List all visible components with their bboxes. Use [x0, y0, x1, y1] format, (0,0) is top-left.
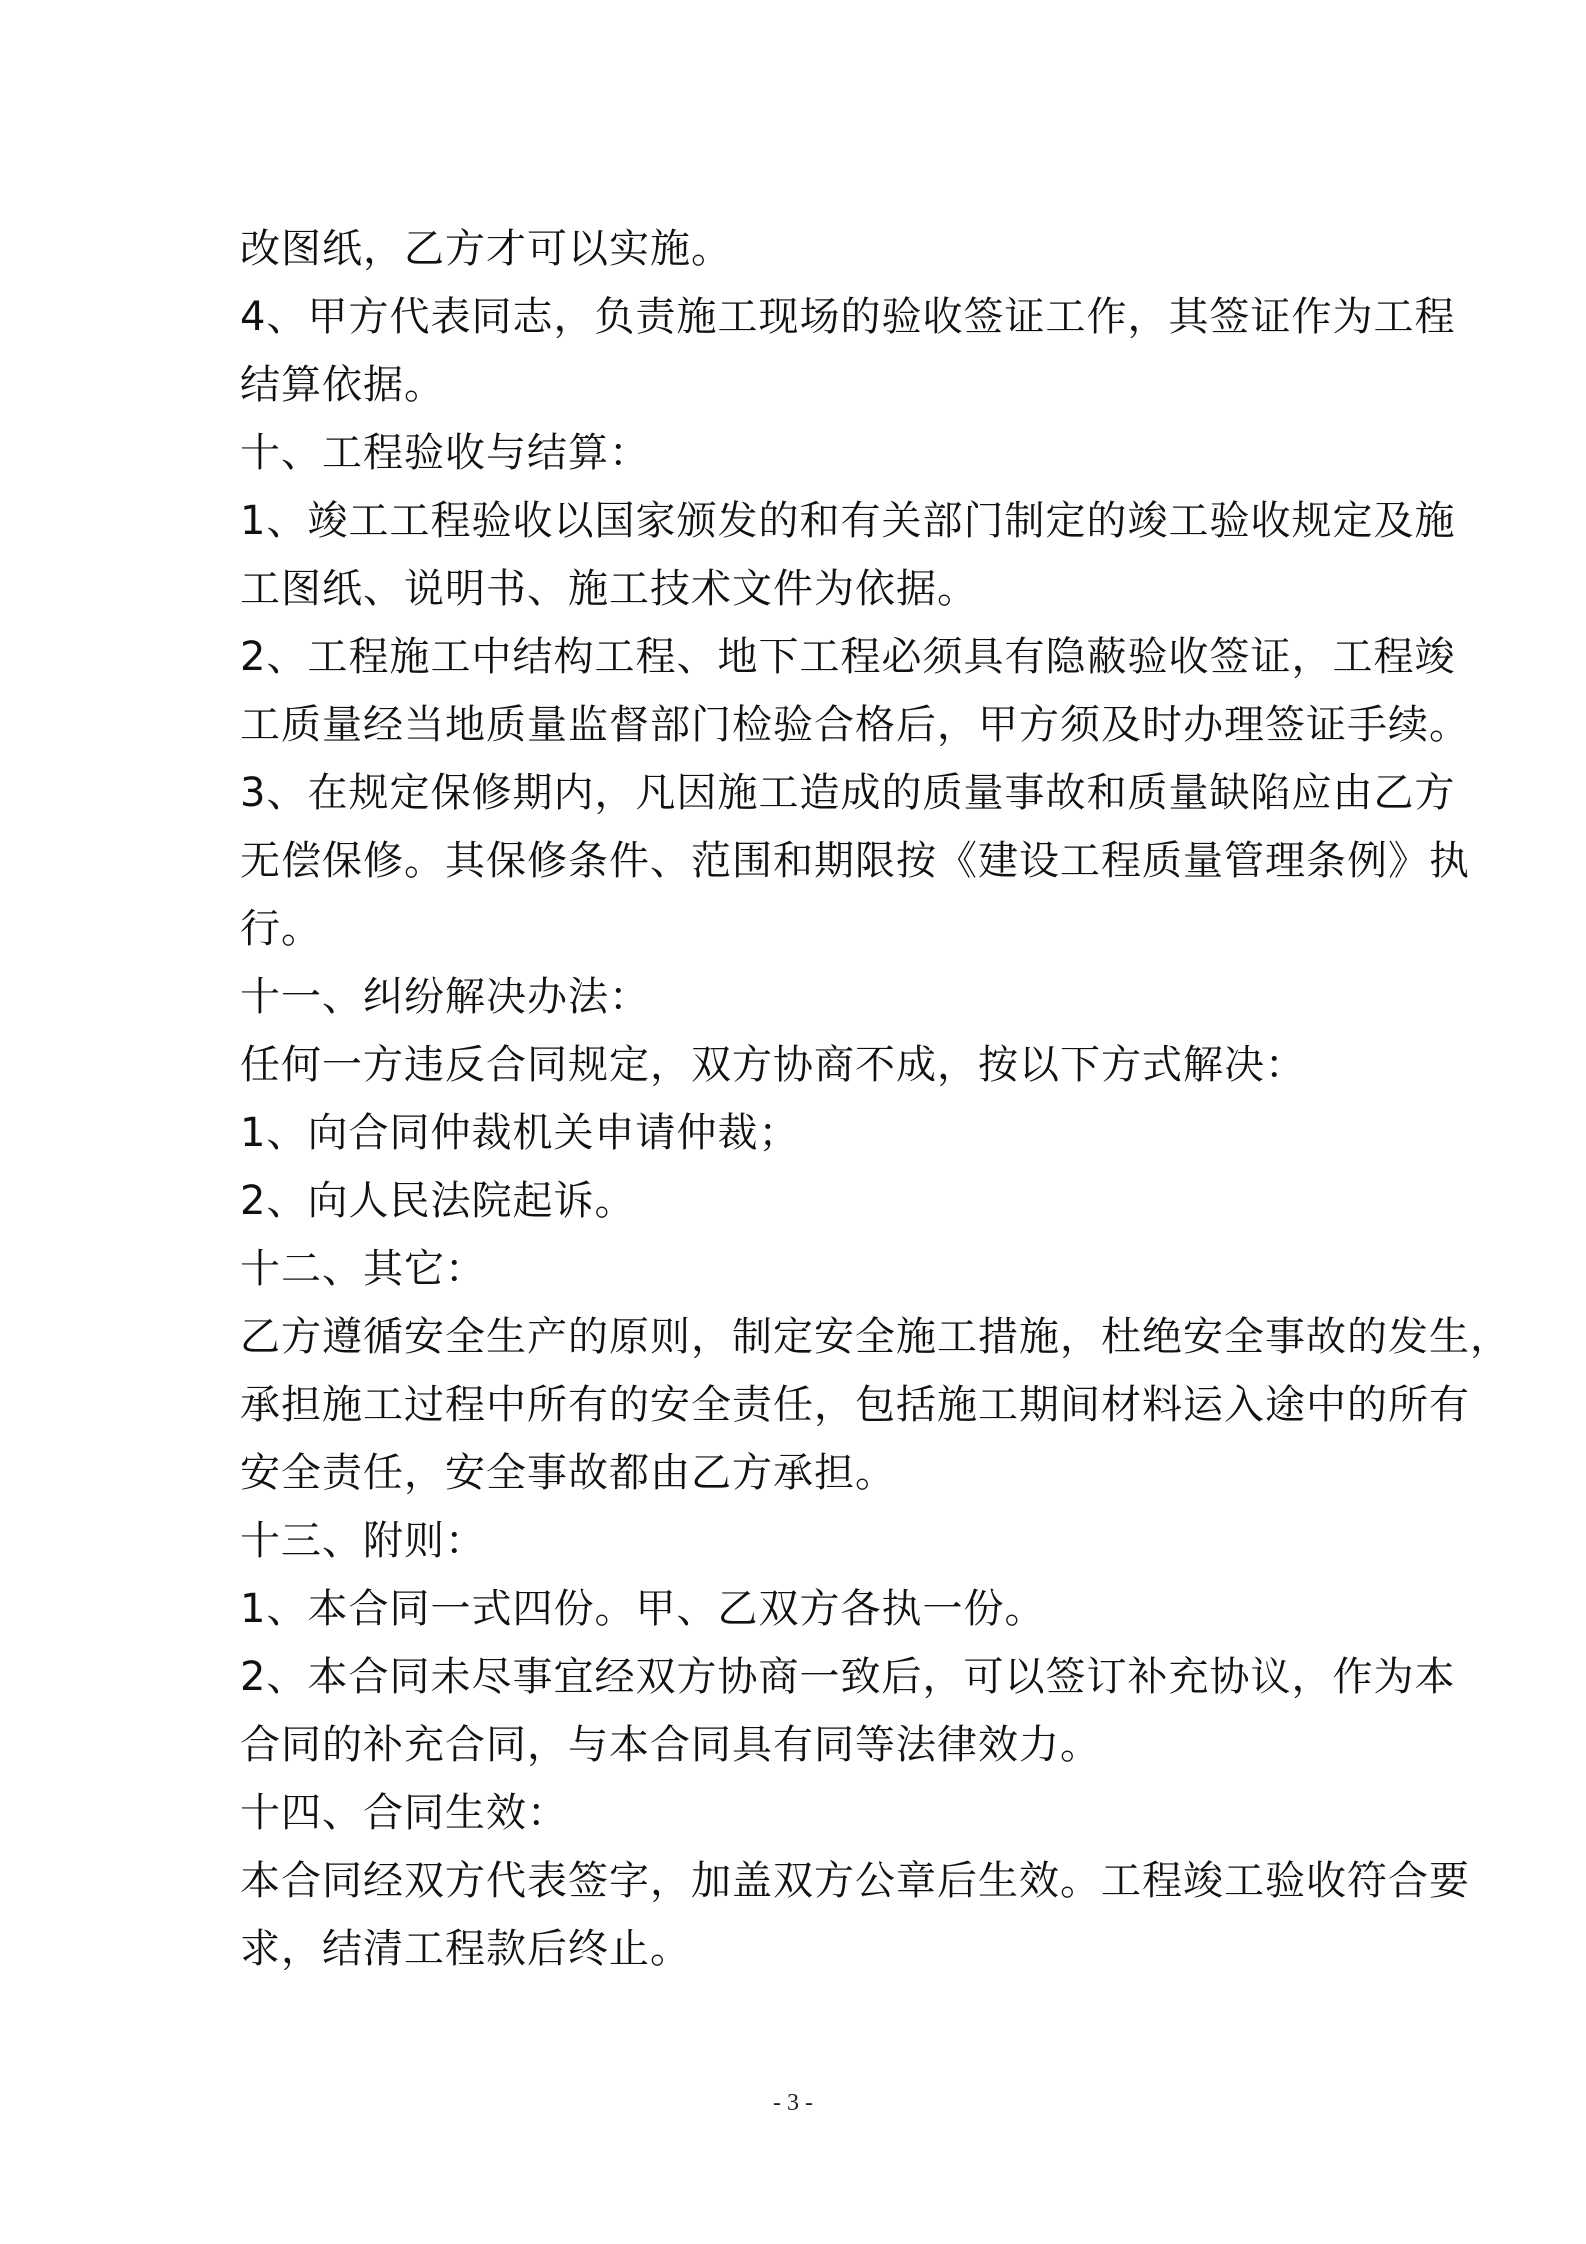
text-line: 求，结清工程款后终止。 [240, 1926, 691, 1972]
section-heading: 十二、其它： [240, 1246, 486, 1292]
text-line: 无偿保修。其保修条件、范围和期限按《建设工程质量管理条例》执 [240, 838, 1470, 884]
page-number: - 3 - [773, 2090, 813, 2116]
text-line: 2、工程施工中结构工程、地下工程必须具有隐蔽验收签证，工程竣 [240, 634, 1456, 680]
text-line: 1、本合同一式四份。甲、乙双方各执一份。 [240, 1586, 1046, 1632]
section-heading: 十四、合同生效： [240, 1790, 568, 1836]
section-heading: 十一、纠纷解决办法： [240, 974, 650, 1020]
section-heading: 十、工程验收与结算： [240, 430, 650, 476]
text-line: 2、向人民法院起诉。 [240, 1178, 636, 1224]
text-line: 改图纸，乙方才可以实施。 [240, 226, 732, 272]
text-line: 4、甲方代表同志，负责施工现场的验收签证工作，其签证作为工程 [240, 294, 1456, 340]
section-heading: 十三、附则： [240, 1518, 486, 1564]
text-line: 乙方遵循安全生产的原则，制定安全施工措施，杜绝安全事故的发生， [240, 1314, 1511, 1360]
text-line: 2、本合同未尽事宜经双方协商一致后，可以签订补充协议，作为本 [240, 1654, 1456, 1700]
text-line: 本合同经双方代表签字，加盖双方公章后生效。工程竣工验收符合要 [240, 1858, 1470, 1904]
text-line: 结算依据。 [240, 362, 445, 408]
text-line: 合同的补充合同，与本合同具有同等法律效力。 [240, 1722, 1101, 1768]
text-line: 工图纸、说明书、施工技术文件为依据。 [240, 566, 978, 612]
document-body [240, 215, 1511, 1983]
text-line: 任何一方违反合同规定，双方协商不成，按以下方式解决： [240, 1042, 1306, 1088]
text-line: 行。 [240, 906, 322, 952]
text-line: 1、向合同仲裁机关申请仲裁； [240, 1110, 800, 1156]
text-line: 工质量经当地质量监督部门检验合格后，甲方须及时办理签证手续。 [240, 702, 1470, 748]
text-line: 1、竣工工程验收以国家颁发的和有关部门制定的竣工验收规定及施 [240, 498, 1456, 544]
text-line: 安全责任，安全事故都由乙方承担。 [240, 1450, 896, 1496]
text-line: 承担施工过程中所有的安全责任，包括施工期间材料运入途中的所有 [240, 1382, 1470, 1428]
text-line: 3、在规定保修期内，凡因施工造成的质量事故和质量缺陷应由乙方 [240, 770, 1456, 816]
